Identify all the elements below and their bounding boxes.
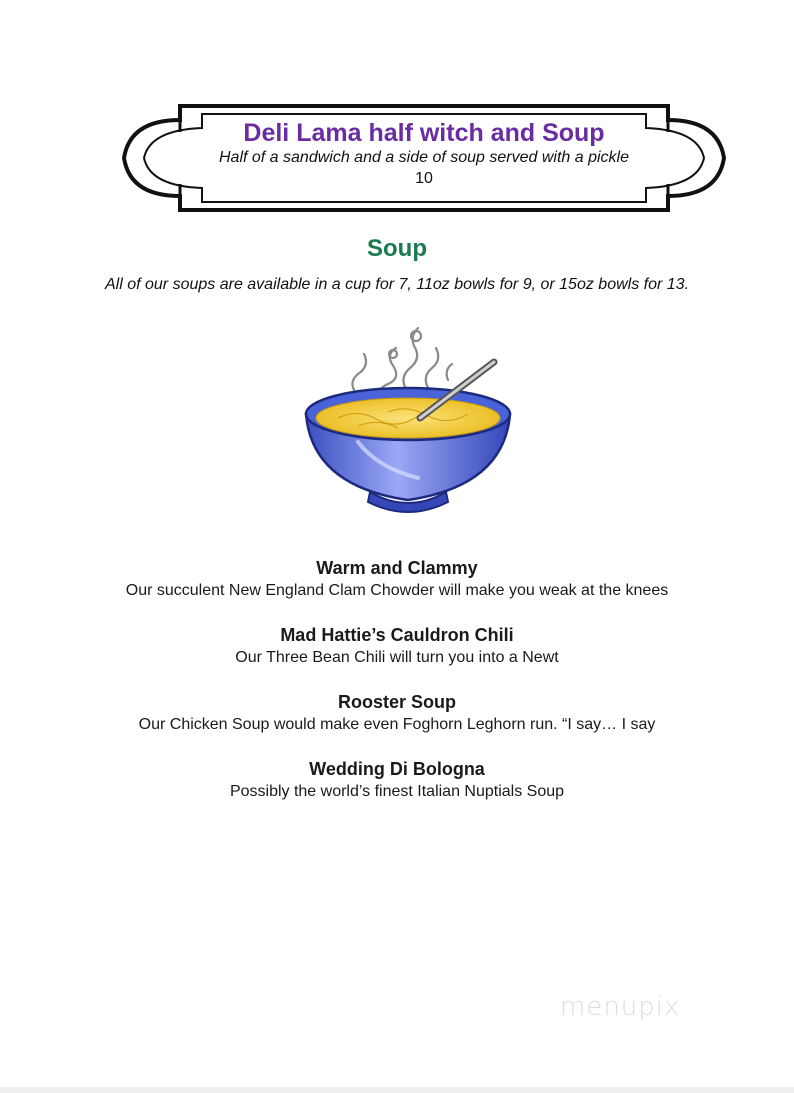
menu-item — [0, 690, 794, 757]
item-description: Our succulent New England Clam Chowder will make you weak at the knees — [125, 582, 669, 599]
item-name: Mad Hattie’s Cauldron Chili — [280, 625, 514, 645]
special-banner — [118, 102, 730, 214]
section-note: All of our soups are available in a cup for 7, 11oz bowls for 9, or 15oz bowls for 13. — [104, 276, 690, 293]
item-name: Rooster Soup — [337, 692, 456, 712]
item-name: Warm and Clammy — [316, 558, 478, 578]
item-description: Our Chicken Soup would make even Foghorn Leghorn run. “I say… I say — [138, 716, 656, 733]
special-price: 10 — [415, 170, 433, 187]
watermark: menupix — [560, 992, 681, 1022]
section-title: Soup — [367, 235, 427, 262]
menu-item — [0, 757, 794, 824]
item-description: Our Three Bean Chili will turn you into a Newt — [235, 649, 559, 666]
menu-item — [0, 623, 794, 690]
special-description: Half of a sandwich and a side of soup served with a pickle — [218, 149, 629, 166]
soup-bowl-icon — [298, 318, 518, 518]
soup-list — [0, 556, 794, 824]
item-name: Wedding Di Bologna — [309, 759, 485, 779]
special-title: Deli Lama half witch and Soup — [243, 119, 605, 147]
item-description: Possibly the world’s finest Italian Nuptials Soup — [229, 783, 565, 800]
menu-item — [0, 556, 794, 623]
page-bottom-bar — [0, 1087, 794, 1093]
